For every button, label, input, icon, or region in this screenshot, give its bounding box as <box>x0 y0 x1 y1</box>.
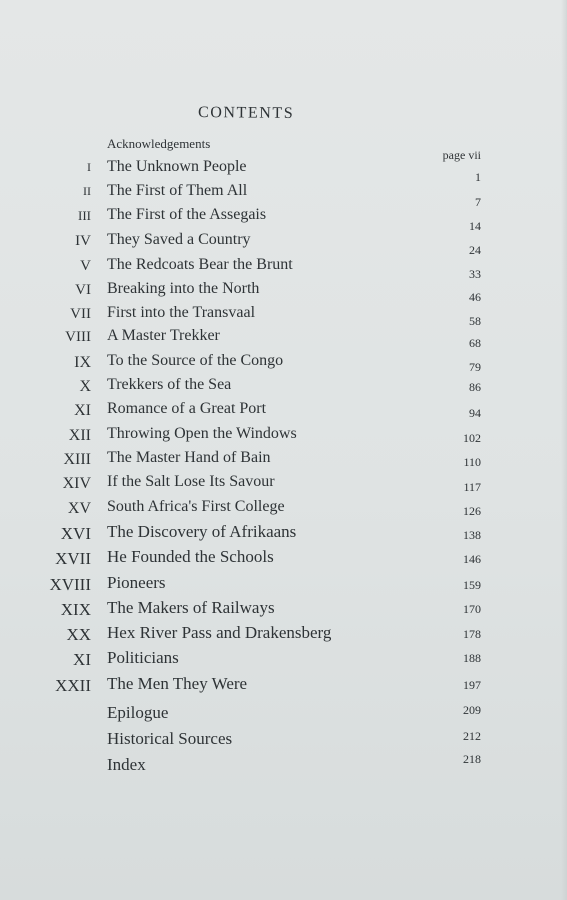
page-number: 94 <box>469 406 481 420</box>
page-number: page vii <box>442 148 481 162</box>
page-number: 7 <box>475 195 481 209</box>
page-number: 178 <box>463 627 481 641</box>
chapter-number: III <box>78 208 91 223</box>
chapter-number: X <box>79 378 91 395</box>
chapter-title: South Africa's First College <box>107 498 285 515</box>
chapter-title: Acknowledgements <box>107 136 211 151</box>
page-number: 58 <box>469 314 481 328</box>
chapter-number: XI <box>74 402 91 419</box>
chapter-number: II <box>83 184 91 198</box>
page-number: 170 <box>463 602 481 616</box>
chapter-title: Epilogue <box>107 703 169 722</box>
chapter-title: The Master Hand of Bain <box>107 449 271 466</box>
page-number: 159 <box>463 578 481 592</box>
chapter-title: To the Source of the Congo <box>107 352 284 369</box>
page-number: 212 <box>463 729 481 743</box>
chapter-title: He Founded the Schools <box>107 547 274 566</box>
chapter-number: XIX <box>60 600 91 619</box>
chapter-number: I <box>87 160 91 174</box>
chapter-title: If the Salt Lose Its Savour <box>107 473 275 490</box>
chapter-number: XIV <box>62 475 91 492</box>
page-number: 138 <box>463 528 481 542</box>
chapter-title: Throwing Open the Windows <box>107 425 297 442</box>
page-number: 102 <box>463 431 481 445</box>
chapter-title: The First of Them All <box>107 182 248 199</box>
chapter-number: IV <box>75 233 91 249</box>
chapter-title: The Redcoats Bear the Brunt <box>107 256 293 273</box>
chapter-number: XVIII <box>49 575 91 594</box>
page-number: 117 <box>463 480 481 494</box>
chapter-number: XIII <box>63 451 91 468</box>
chapter-title: The Discovery of Afrikaans <box>107 522 297 541</box>
chapter-number: XI <box>73 650 91 669</box>
contents-heading: CONTENTS <box>197 104 295 123</box>
chapter-title: Trekkers of the Sea <box>107 376 232 393</box>
chapter-title: The Unknown People <box>107 158 247 175</box>
page-number: 188 <box>463 651 481 665</box>
chapter-title: Hex River Pass and Drakensberg <box>107 623 332 642</box>
page-number: 33 <box>469 267 481 281</box>
chapter-number: V <box>80 258 91 274</box>
page-number: 146 <box>463 552 481 566</box>
page-number: 218 <box>463 752 481 766</box>
chapter-title: Index <box>107 755 146 774</box>
chapter-title: Politicians <box>107 648 179 667</box>
chapter-title: First into the Transvaal <box>107 304 256 321</box>
chapter-number: XII <box>68 427 91 444</box>
chapter-number: IX <box>74 354 91 371</box>
chapter-title: The Men They Were <box>107 674 248 693</box>
chapter-title: Romance of a Great Port <box>107 400 267 417</box>
page-number: 126 <box>463 504 481 518</box>
page-number: 209 <box>463 703 481 717</box>
chapter-number: VII <box>70 306 91 322</box>
page-number: 24 <box>469 243 481 257</box>
page-number: 14 <box>469 219 481 233</box>
chapter-number: XVII <box>55 549 91 568</box>
chapter-number: XVI <box>60 524 91 543</box>
chapter-title: They Saved a Country <box>107 231 251 248</box>
chapter-number: XV <box>67 500 91 517</box>
chapter-title: Breaking into the North <box>107 280 260 297</box>
chapter-number: XXII <box>55 676 91 695</box>
page-number: 110 <box>463 455 481 469</box>
page-number: 197 <box>463 678 481 692</box>
chapter-title: The Makers of Railways <box>107 598 275 617</box>
page-number: 46 <box>469 290 481 304</box>
chapter-number: VIII <box>65 329 91 345</box>
page-number: 86 <box>469 380 481 394</box>
page-number: 1 <box>475 170 481 184</box>
page-number: 68 <box>469 336 481 350</box>
chapter-number: XX <box>66 625 91 644</box>
chapter-title: A Master Trekker <box>107 327 220 344</box>
chapter-title: The First of the Assegais <box>107 206 267 223</box>
chapter-title: Historical Sources <box>107 729 233 748</box>
page-number: 79 <box>469 360 481 374</box>
chapter-title: Pioneers <box>107 573 166 592</box>
chapter-number: VI <box>75 282 91 298</box>
